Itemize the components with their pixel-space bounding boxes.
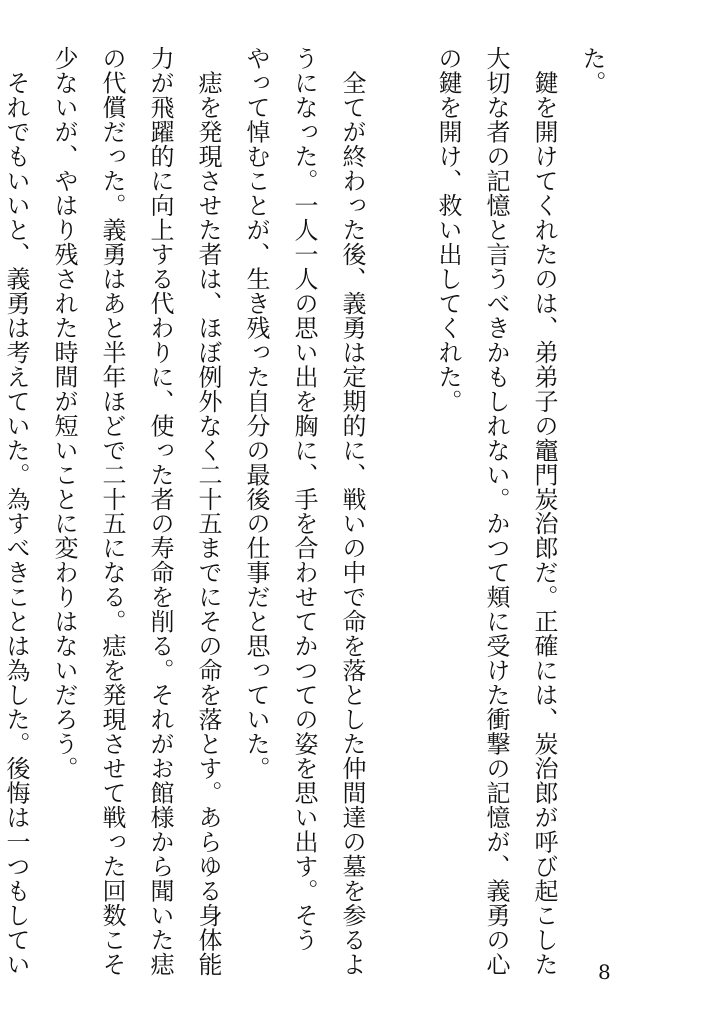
text-line: の鍵を開け、救い出してくれた。	[434, 46, 462, 414]
text-line: た。	[578, 46, 606, 95]
blank-line	[376, 46, 424, 946]
text-line: の代償だった。義勇はあと半年ほどで二十五になる。痣を発現させて戦った回数こそ	[98, 46, 126, 977]
vertical-text-body	[0, 46, 616, 977]
text-line: 少ないが、やはり残された時間が短いことに変わりはないだろう。	[50, 46, 78, 781]
text-line: 鍵を開けてくれたのは、弟弟子の竈門炭治郎だ。正確には、炭治郎が呼び起こした	[530, 46, 558, 977]
text-line: 大切な者の記憶と言うべきかもしれない。かつて頬に受けた衝撃の記憶が、義勇の心	[482, 46, 510, 977]
text-line: それでもいいと、義勇は考えていた。為すべきことは為した。後悔は一つもしてい	[2, 46, 30, 977]
text-line: 全てが終わった後、義勇は定期的に、戦いの中で命を落とした仲間達の墓を参るよ	[338, 46, 366, 977]
text-line: 力が飛躍的に向上する代わりに、使った者の寿命を削る。それがお館様から聞いた痣	[146, 46, 174, 977]
text-line: うになった。一人一人の思い出を胸に、手を合わせてかつての姿を思い出す。そう	[290, 46, 318, 952]
page-number: 8	[598, 960, 611, 984]
text-line: 痣を発現させた者は、ほぼ例外なく二十五までにその命を落とす。あらゆる身体能	[194, 46, 222, 977]
text-line: やって悼むことが、生き残った自分の最後の仕事だと思っていた。	[242, 46, 270, 781]
